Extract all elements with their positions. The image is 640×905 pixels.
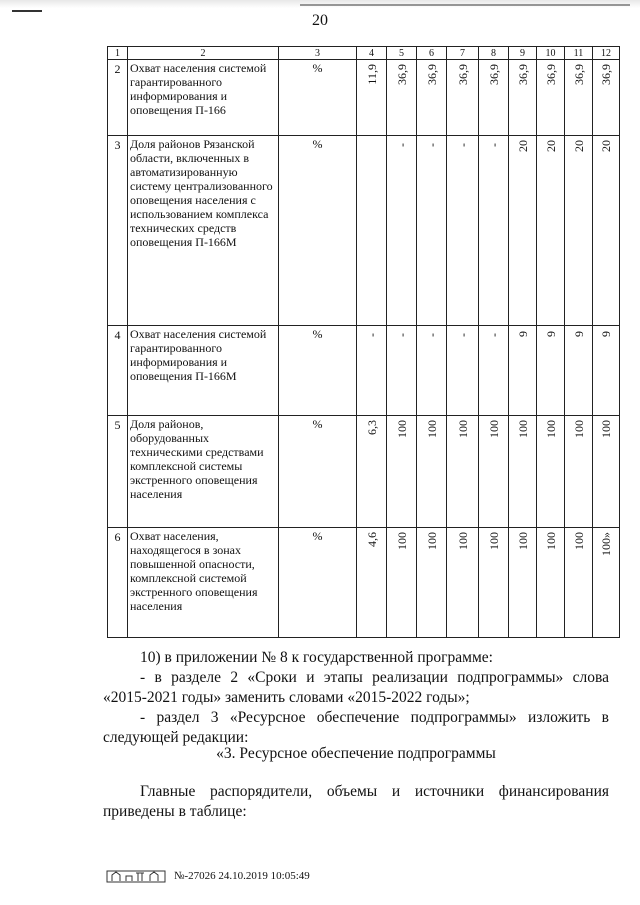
value-text: 100 [486, 532, 501, 550]
table-row [108, 326, 620, 416]
value-text: 11,9 [364, 64, 379, 85]
value-text: 100» [599, 532, 613, 556]
value-text: 100 [543, 420, 558, 438]
header-cell: 2 [128, 47, 279, 60]
paragraph-financing [103, 782, 609, 822]
section-heading: «3. Ресурсное обеспечение подпрограммы [216, 745, 496, 762]
value-text: 100 [455, 420, 470, 438]
table-row [108, 60, 620, 136]
paragraph-10 [103, 648, 609, 748]
value-text: 9 [515, 331, 530, 337]
value-text: 100 [486, 420, 501, 438]
value-cell [593, 60, 620, 136]
value-cell [417, 326, 447, 416]
value-text: 36,9 [571, 64, 586, 85]
row-number: 3 [108, 136, 128, 326]
indicators-table [107, 46, 620, 638]
header-cell: 5 [387, 47, 417, 60]
value-text: 100 [571, 532, 586, 550]
value-text: 100 [424, 532, 439, 550]
value-text: - [455, 333, 470, 337]
value-cell [593, 528, 620, 638]
value-cell [387, 528, 417, 638]
value-text: 100 [455, 532, 470, 550]
value-text: 9 [543, 331, 558, 337]
value-text: - [394, 333, 409, 337]
value-cell [479, 416, 509, 528]
header-cell: 12 [593, 47, 620, 60]
table-header-row [108, 47, 620, 60]
unit-cell: % [279, 528, 357, 638]
value-text: 9 [599, 331, 613, 337]
value-text: - [394, 143, 409, 147]
header-cell: 3 [279, 47, 357, 60]
row-number: 4 [108, 326, 128, 416]
value-text: 36,9 [543, 64, 558, 85]
unit-cell: % [279, 416, 357, 528]
value-cell [479, 528, 509, 638]
value-cell [357, 416, 387, 528]
value-text: - [486, 143, 501, 147]
value-cell [537, 416, 565, 528]
header-cell: 7 [447, 47, 479, 60]
value-cell [447, 416, 479, 528]
value-cell [593, 136, 620, 326]
indicator-name: Охват населения системой гарантированного информирования и оповещения П-166М [128, 326, 279, 416]
value-text: 36,9 [424, 64, 439, 85]
row-number: 6 [108, 528, 128, 638]
value-cell [417, 136, 447, 326]
para-line: следующей редакции: [103, 729, 249, 746]
scan-line [300, 4, 630, 6]
header-cell: 11 [565, 47, 593, 60]
indicator-name: Охват населения системой гарантированного информирования и оповещения П-166 [128, 60, 279, 136]
para-line: «2015-2021 годы» заменить словами «2015-2022 годы»; [103, 689, 470, 706]
para-line: Главные распорядители, объемы и источники финансирования [140, 783, 609, 800]
value-text: 36,9 [599, 64, 613, 85]
table-row [108, 528, 620, 638]
value-text: 20 [571, 140, 586, 152]
table-row [108, 416, 620, 528]
value-cell [387, 416, 417, 528]
value-text: 36,9 [486, 64, 501, 85]
value-text: - [455, 143, 470, 147]
value-text: 100 [599, 420, 613, 438]
page-number: 20 [312, 12, 328, 29]
unit-cell: % [279, 326, 357, 416]
value-cell [537, 136, 565, 326]
value-cell [565, 326, 593, 416]
indicator-name: Доля районов Рязанской области, включенных в автоматизированную систему централизованного оповещения населения с использованием комплекса технических средств оповещения П-166М [128, 136, 279, 326]
unit-cell: % [279, 60, 357, 136]
header-cell: 8 [479, 47, 509, 60]
value-cell [593, 326, 620, 416]
value-cell [357, 60, 387, 136]
header-cell: 9 [509, 47, 537, 60]
value-cell [357, 326, 387, 416]
value-cell [417, 60, 447, 136]
value-cell [357, 136, 387, 326]
value-text: 100 [571, 420, 586, 438]
value-cell [509, 416, 537, 528]
indicator-name: Доля районов, оборудованных техническими средствами комплексной системы экстренного оповещения населения [128, 416, 279, 528]
row-number: 2 [108, 60, 128, 136]
value-text: 36,9 [394, 64, 409, 85]
value-cell [479, 136, 509, 326]
value-text: 36,9 [455, 64, 470, 85]
value-cell [565, 528, 593, 638]
value-text: 20 [515, 140, 530, 152]
value-text: 100 [394, 532, 409, 550]
value-cell [565, 136, 593, 326]
value-cell [509, 136, 537, 326]
header-cell: 4 [357, 47, 387, 60]
para-line: - раздел 3 «Ресурсное обеспечение подпрограммы» изложить в [140, 709, 609, 726]
registration-number: №-27026 24.10.2019 10:05:49 [174, 870, 310, 882]
value-cell [387, 326, 417, 416]
registration-footer [106, 866, 366, 886]
value-cell [537, 60, 565, 136]
value-cell [387, 136, 417, 326]
value-cell [447, 136, 479, 326]
value-cell [447, 60, 479, 136]
header-cell: 10 [537, 47, 565, 60]
para-line: - в разделе 2 «Сроки и этапы реализации подпрограммы» слова [140, 669, 609, 686]
value-text: 20 [599, 140, 613, 152]
value-cell [479, 60, 509, 136]
value-cell [509, 528, 537, 638]
value-cell [479, 326, 509, 416]
header-cell: 6 [417, 47, 447, 60]
value-text: 36,9 [515, 64, 530, 85]
value-cell [593, 416, 620, 528]
value-cell [447, 528, 479, 638]
registry-stamp-icon [106, 868, 166, 884]
value-cell [447, 326, 479, 416]
value-cell [509, 326, 537, 416]
value-text: - [364, 333, 379, 337]
value-text: - [424, 143, 439, 147]
value-text: 100 [515, 420, 530, 438]
value-text: 20 [543, 140, 558, 152]
value-text: 100 [543, 532, 558, 550]
value-text: 100 [515, 532, 530, 550]
unit-cell: % [279, 136, 357, 326]
indicator-name: Охват населения, находящегося в зонах повышенной опасности, комплексной системой экстренного оповещения населения [128, 528, 279, 638]
value-text: 100 [394, 420, 409, 438]
value-cell [537, 528, 565, 638]
value-cell [387, 60, 417, 136]
value-text: 4,6 [364, 532, 379, 547]
value-text: 100 [424, 420, 439, 438]
para-line: приведены в таблице: [103, 803, 247, 820]
value-text: - [486, 333, 501, 337]
table-row [108, 136, 620, 326]
value-cell [565, 416, 593, 528]
value-cell [537, 326, 565, 416]
value-cell [417, 528, 447, 638]
value-cell [357, 528, 387, 638]
value-text: 6,3 [364, 420, 379, 435]
row-number: 5 [108, 416, 128, 528]
value-text: - [424, 333, 439, 337]
value-text: 9 [571, 331, 586, 337]
header-cell: 1 [108, 47, 128, 60]
value-cell [417, 416, 447, 528]
value-cell [509, 60, 537, 136]
para-line: 10) в приложении № 8 к государственной программе: [140, 649, 493, 666]
value-cell [565, 60, 593, 136]
